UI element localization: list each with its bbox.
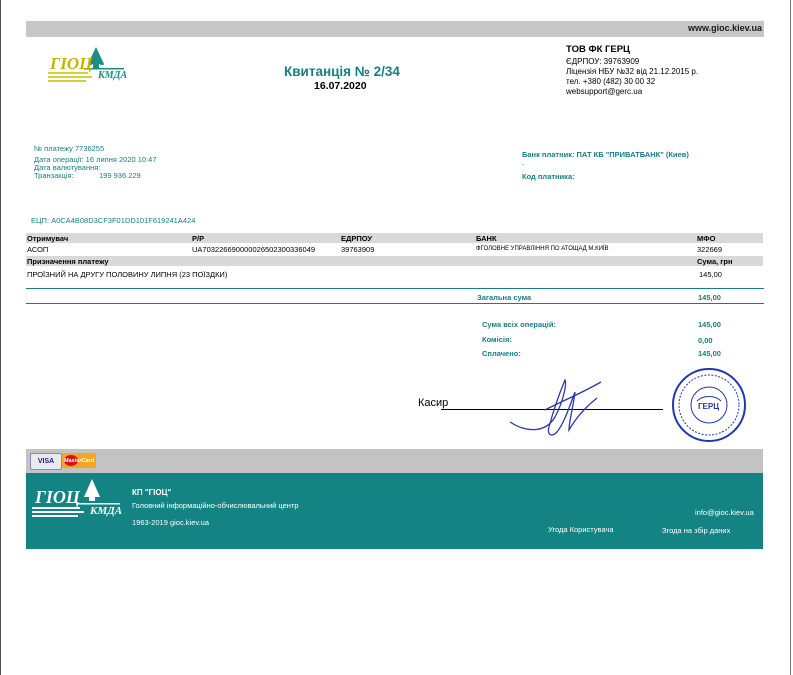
commission-value: 0,00: [698, 336, 713, 345]
payer-bank: Банк платник: ПАТ КБ "ПРИВАТБАНК" (Киев): [522, 150, 689, 159]
paid-label: Сплачено:: [482, 349, 521, 358]
divider-bottom: [26, 303, 764, 304]
site-footer: [26, 473, 763, 549]
ecp-signature: ЕЦП: A0CA4B08D3CF3F01DD101F619241A424: [31, 216, 196, 225]
footer-org-desc: Головний інформаційно-обчислювальний центр: [132, 501, 299, 510]
visa-card-icon: [30, 453, 62, 470]
company-license: Ліцензія НБУ №32 від 21.12.2015 р.: [566, 67, 699, 76]
footer-user-agreement-link[interactable]: Угода Користувача: [548, 525, 614, 534]
page-border-right: [790, 0, 791, 675]
stamp-center-text: ГЕРЦ: [698, 402, 720, 411]
th-bank: БАНК: [476, 234, 497, 243]
footer-data-consent-link[interactable]: Згода на збір даних: [662, 526, 731, 535]
th-mfo: МФО: [697, 234, 716, 243]
all-ops-label: Сума всіх операцій:: [482, 320, 556, 329]
purpose-header-row: [26, 256, 763, 266]
td-account: UA703226690000026502300336049: [192, 245, 316, 254]
payer-code: Код платника:: [522, 172, 575, 181]
gioc-logo: [48, 44, 128, 86]
purpose-sum: 145,00: [699, 270, 722, 279]
transaction-value: 199 936 229: [99, 171, 141, 180]
footer-logo: [32, 477, 122, 521]
total-label: Загальна сума: [477, 293, 532, 302]
site-url[interactable]: www.gioc.kiev.ua: [687, 23, 762, 33]
footer-email[interactable]: info@gioc.kiev.ua: [695, 508, 754, 517]
operation-date: Дата операції: 16 липня 2020 10:47: [34, 155, 157, 164]
payment-cards-bar: [26, 449, 763, 473]
mastercard-label: MasterCard: [63, 458, 95, 464]
company-phone: тел. +380 (482) 30 00 32: [566, 77, 656, 86]
purpose-text: ПРОЇЗНИЙ НА ДРУГУ ПОЛОВИНУ ЛИПНЯ (23 ПОЇЗДКИ): [27, 270, 228, 279]
payment-number: № платежу 7736255: [34, 144, 105, 153]
paid-value: 145,00: [698, 349, 721, 358]
logo-sub: КМДА: [98, 70, 128, 81]
bank-dash: -: [522, 160, 525, 169]
top-bar: [26, 21, 764, 37]
visa-label: VISA: [37, 458, 55, 465]
signature-image: [505, 372, 625, 442]
logo-text: ГІОЦ: [50, 54, 93, 73]
th-recipient: Отримувач: [27, 234, 69, 243]
td-bank: ФГОЛОВНЕ УПРАВЛІННЯ ПО АТОЩАД М.КИЇВ: [476, 246, 609, 252]
all-ops-value: 145,00: [698, 320, 721, 329]
td-mfo: 322669: [697, 245, 723, 254]
company-email[interactable]: websupport@gerc.ua: [566, 87, 643, 96]
table-header-row: [26, 233, 763, 243]
footer-years[interactable]: 1963-2019 gioc.kiev.ua: [132, 518, 209, 527]
value-date: Дата валютування:: [34, 163, 101, 172]
page-border-left: [0, 0, 1, 675]
commission-label: Комісія:: [482, 335, 512, 344]
th-purpose: Призначення платежу: [27, 257, 109, 266]
divider-top: [26, 288, 764, 289]
th-sum: Сума, грн: [697, 257, 733, 266]
footer-logo-text: ГІОЦ: [35, 487, 80, 507]
total-value: 145,00: [698, 293, 721, 302]
mastercard-icon: [62, 453, 96, 468]
th-account: Р/Р: [192, 234, 205, 243]
receipt-title: Квитанція № 2/34: [284, 64, 400, 79]
transaction-label: Транзакція:: [34, 171, 74, 180]
company-name: ТОВ ФК ГЕРЦ: [566, 44, 630, 55]
footer-logo-sub: КМДА: [90, 505, 123, 517]
td-edrpou: 39763909: [341, 245, 375, 254]
td-recipient: АСОП: [27, 245, 49, 254]
cashier-label: Касир: [418, 397, 449, 409]
receipt-date: 16.07.2020: [314, 80, 367, 92]
company-edrpou: ЄДРПОУ: 39763909: [566, 57, 640, 66]
th-edrpou: ЕДРПОУ: [341, 234, 373, 243]
official-stamp: [671, 367, 747, 443]
footer-org: КП "ГІОЦ": [132, 488, 172, 497]
